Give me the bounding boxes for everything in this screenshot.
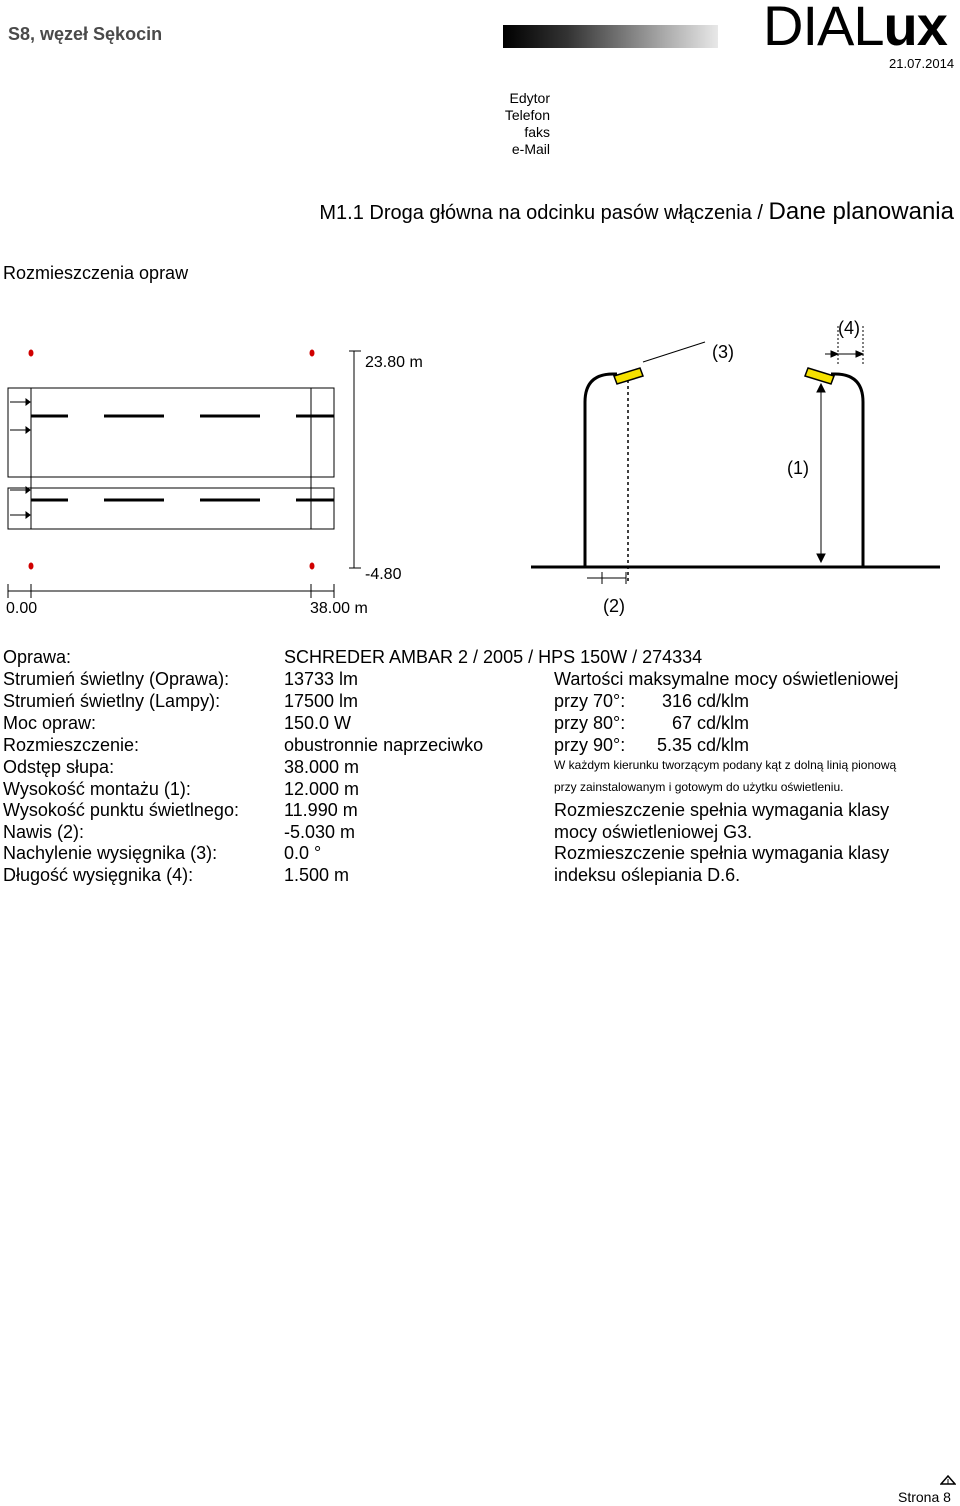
direction-arrows [10, 399, 30, 518]
header-date: 21.07.2014 [889, 56, 955, 71]
spec-value: 13733 lm [284, 669, 359, 689]
dialux-logo [763, 0, 947, 56]
glare-index-statement: indeksu oślepiania D.6. [554, 865, 741, 885]
lane-markings [31, 416, 334, 500]
contact-editor: Edytor [509, 90, 550, 106]
contact-fax: faks [524, 124, 550, 140]
spec-label: Strumień świetlny (Lampy): [3, 691, 221, 711]
spec-value: 38.000 m [284, 757, 360, 777]
spec-label: Oprawa: [3, 647, 72, 667]
road-upper-carriageway [8, 388, 334, 477]
spec-value: SCHREDER AMBAR 2 / 2005 / HPS 150W / 274334 [284, 647, 703, 667]
spec-label: Rozmieszczenie: [3, 735, 140, 755]
intensity-note: W każdym kierunku tworzącym podany kąt z dolną linią pionową [554, 758, 897, 772]
spec-value: obustronnie naprzeciwko [284, 735, 484, 755]
tilt-reference-line [643, 342, 705, 362]
glare-index-statement: Rozmieszczenie spełnia wymagania klasy [554, 843, 890, 863]
plan-x-right-label: 38.00 m [310, 600, 368, 617]
header-gradient-bar [503, 25, 718, 48]
luminaire-plan-drawing [0, 330, 420, 630]
contact-email: e-Mail [511, 141, 550, 157]
spec-value: 150.0 W [284, 713, 352, 733]
spec-value: 1.500 m [284, 865, 350, 885]
intensity-angle: przy 90°: [554, 735, 626, 755]
pole-right [831, 374, 863, 567]
overhang-dimension [587, 572, 626, 584]
pole-label-tilt: (3) [712, 342, 734, 362]
spec-label: Strumień świetlny (Oprawa): [3, 669, 230, 689]
page-title [319, 198, 954, 226]
spec-value: -5.030 m [284, 822, 356, 842]
contact-phone: Telefon [504, 107, 550, 123]
plan-y-top-label: 23.80 m [365, 354, 423, 371]
glare-class-statement: mocy oświetleniowej G3. [554, 822, 753, 842]
glare-class-statement: Rozmieszczenie spełnia wymagania klasy [554, 800, 890, 820]
pole-label-overhang: (2) [603, 596, 625, 616]
logo-text-ux: ux [883, 0, 947, 57]
page-number: Strona 8 [898, 1489, 951, 1505]
plan-y-bottom-label: -4.80 [365, 566, 402, 583]
spec-value: 17500 lm [284, 691, 359, 711]
spec-label: Moc opraw: [3, 713, 97, 733]
intensity-value: 5.35 cd/klm [657, 735, 750, 755]
spec-value: 0.0 ° [284, 843, 322, 863]
intensity-heading: Wartości maksymalne mocy oświetleniowej [554, 669, 899, 689]
spec-label: Wysokość punktu świetlnego: [3, 800, 239, 820]
luminaire-dot [310, 350, 315, 357]
spec-label: Odstęp słupa: [3, 757, 115, 777]
logo-text-dial: DIAL [763, 0, 884, 57]
intensity-value: 67 cd/klm [672, 713, 750, 733]
spec-label: Wysokość montażu (1): [3, 779, 191, 799]
luminaire-dot [29, 563, 34, 570]
scroll-top-icon[interactable] [940, 1475, 956, 1485]
luminaire-dot [310, 563, 315, 570]
luminaire-positions [29, 350, 315, 570]
spec-label: Długość wysięgnika (4): [3, 865, 194, 885]
luminaire-dot [29, 350, 34, 357]
road-lower-carriageway [8, 488, 334, 529]
section-heading: Rozmieszczenia opraw [3, 263, 189, 283]
pole-label-height: (1) [787, 458, 809, 478]
intensity-value: 316 cd/klm [662, 691, 750, 711]
page-title-main: M1.1 Droga główna na odcinku pasów włączenia / [319, 202, 769, 224]
luminaire-heads [614, 368, 834, 384]
height-dimension [817, 384, 825, 562]
spec-label: Nachylenie wysięgnika (3): [3, 843, 218, 863]
page-title-sub: Dane planowania [768, 198, 954, 225]
intensity-angle: przy 80°: [554, 713, 626, 733]
pole-left [585, 374, 617, 567]
pole-geometry-drawing [525, 310, 955, 610]
spec-value: 11.990 m [284, 800, 358, 820]
spec-label: Nawis (2): [3, 822, 85, 842]
plan-x-left-label: 0.00 [6, 600, 38, 617]
intensity-angle: przy 70°: [554, 691, 626, 711]
spec-value: 12.000 m [284, 779, 360, 799]
project-title: S8, węzeł Sękocin [8, 24, 163, 44]
intensity-note: przy zainstalowanym i gotowym do użytku oświetleniu. [554, 780, 844, 794]
pole-label-arm: (4) [838, 318, 860, 338]
